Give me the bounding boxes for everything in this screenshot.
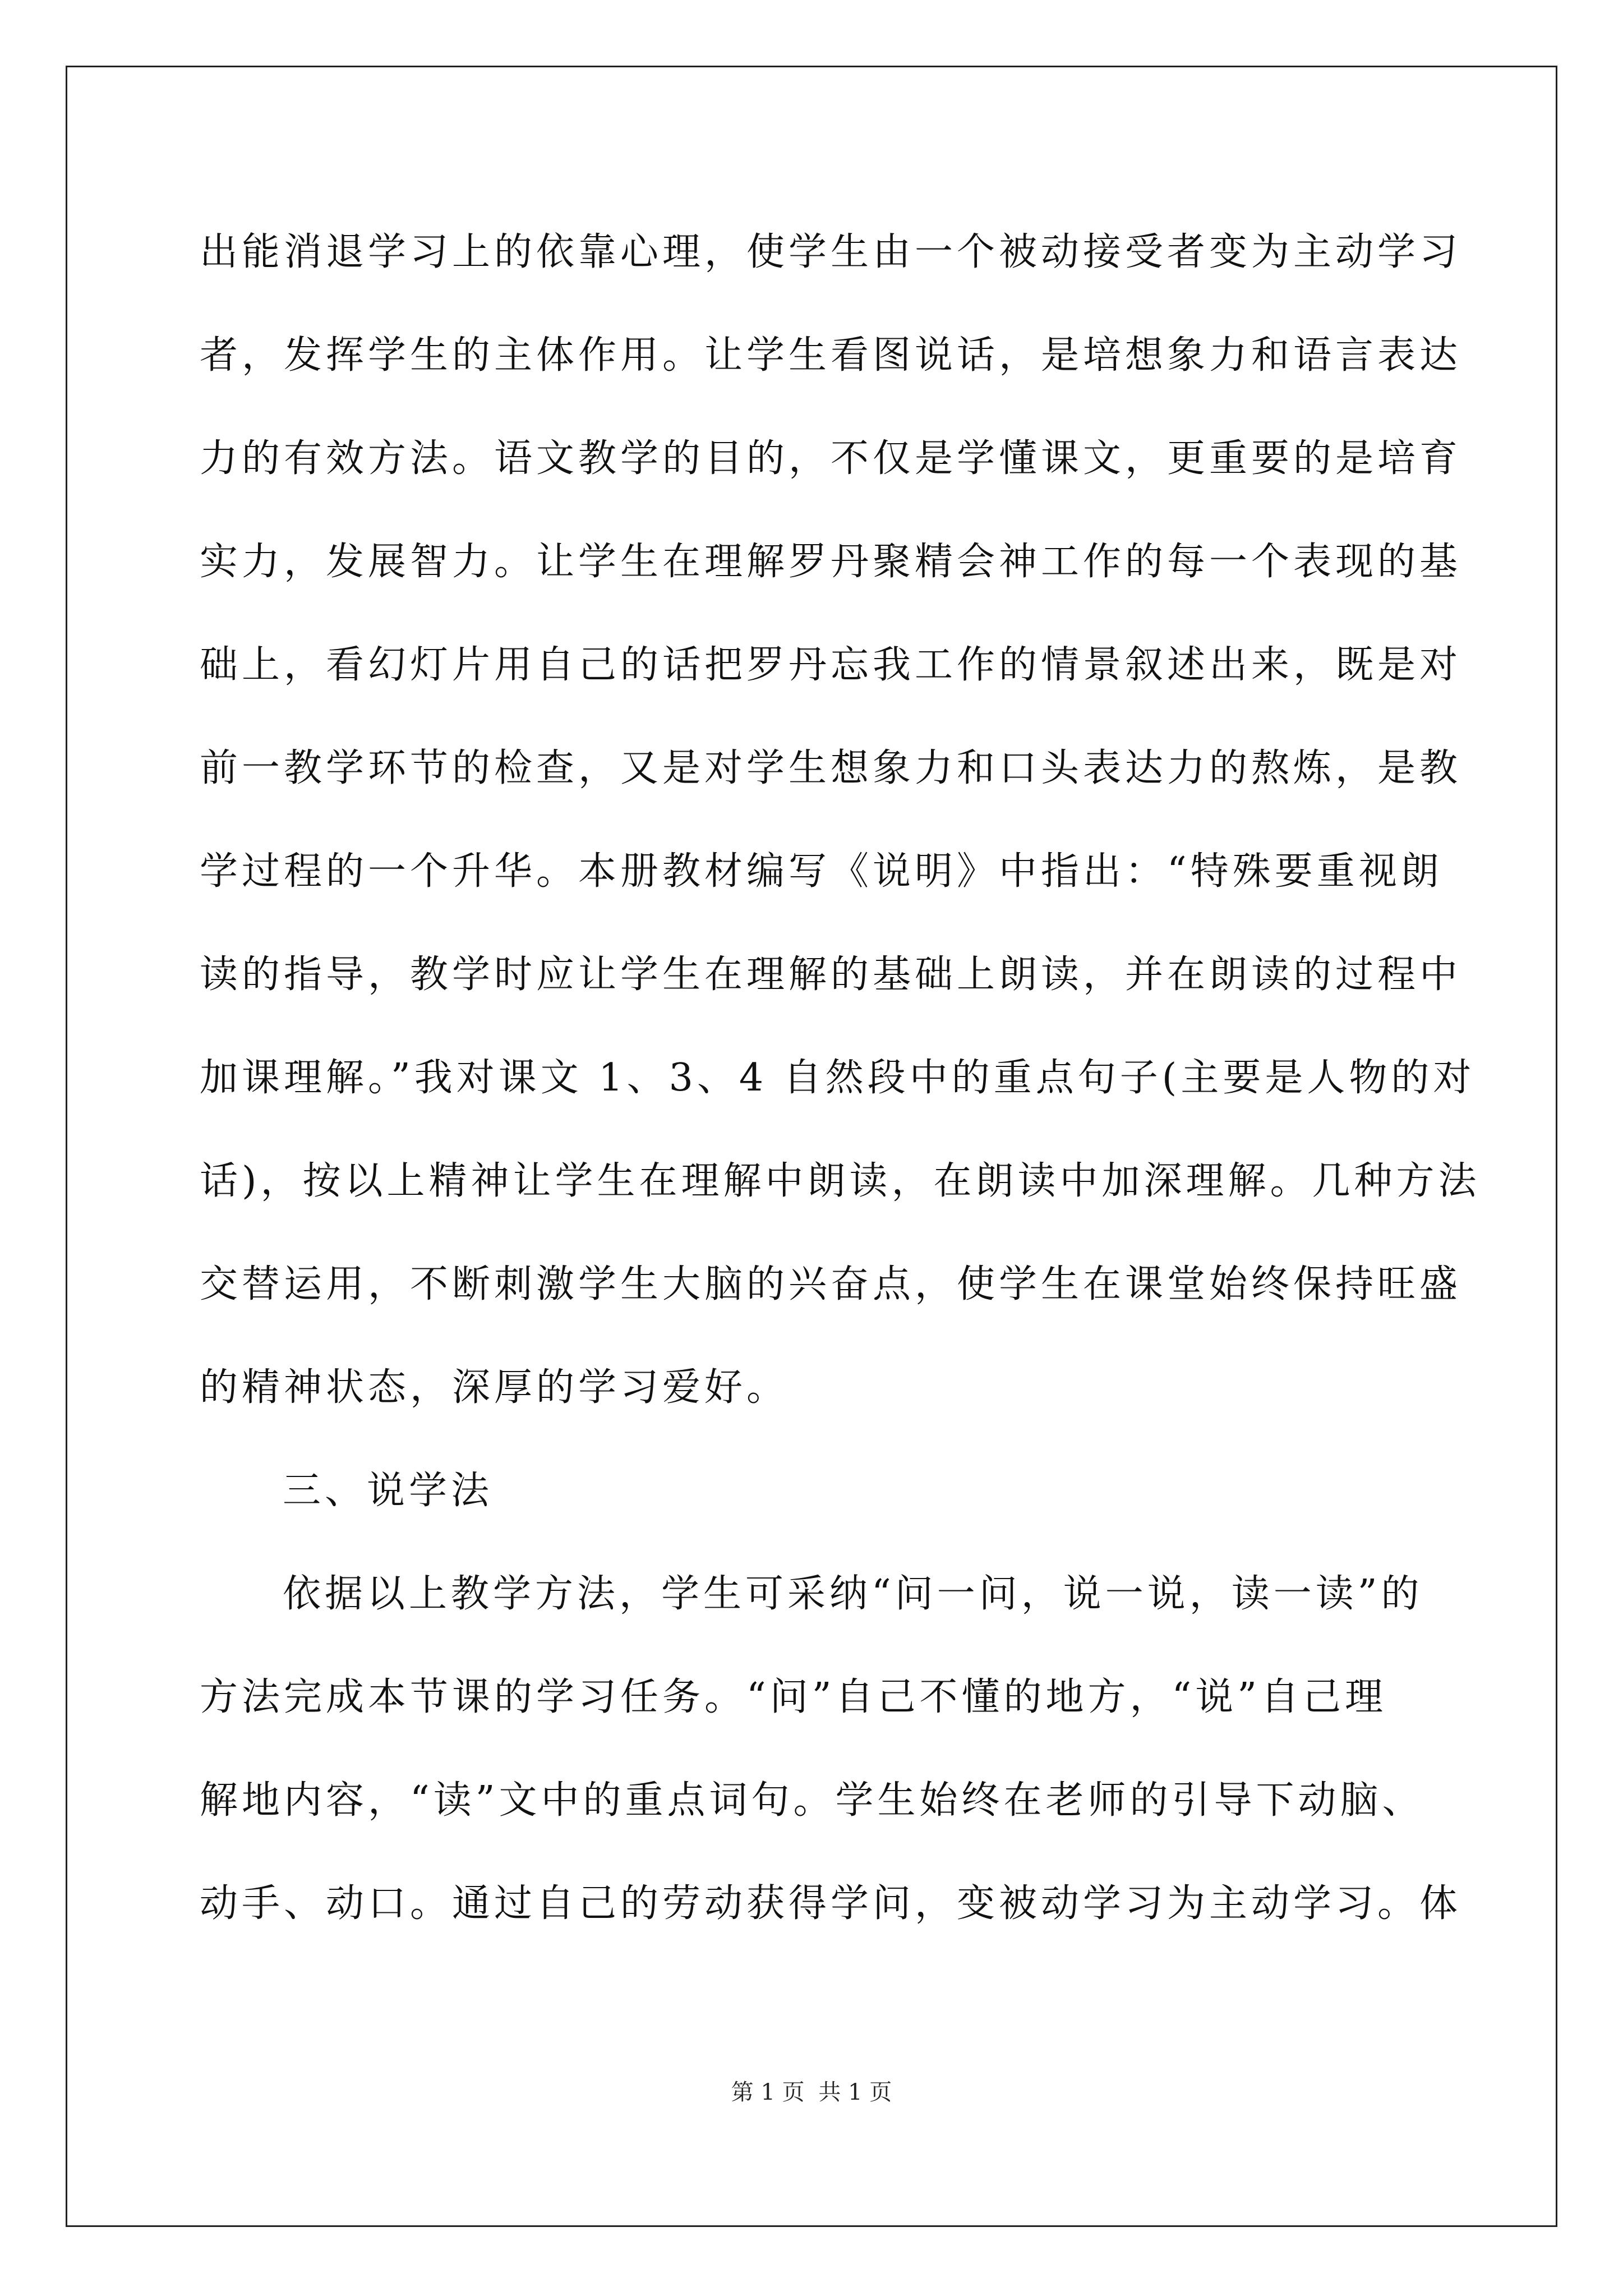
text-line: 学过程的一个升华。本册教材编写《说明》中指出：“特殊要重视朗 — [200, 849, 1443, 894]
text-line: 依据以上教学方法，学生可采纳“问一问，说一说，读一读”的 — [283, 1572, 1423, 1616]
text-line: 话)，按以上精神让学生在理解中朗读，在朗读中加深理解。几种方法 — [200, 1159, 1481, 1203]
text-line: 动手、动口。通过自己的劳动获得学问，变被动学习为主动学习。体 — [200, 1881, 1462, 1926]
text-line: 前一教学环节的检查，又是对学生想象力和口头表达力的熬炼，是教 — [200, 746, 1462, 790]
text-line: 读的指导，教学时应让学生在理解的基础上朗读，并在朗读的过程中 — [200, 953, 1462, 997]
text-line: 者，发挥学生的主体作用。让学生看图说话，是培想象力和语言表达 — [200, 333, 1462, 378]
text-line: 交替运用，不断刺激学生大脑的兴奋点，使学生在课堂始终保持旺盛 — [200, 1262, 1462, 1306]
text-line: 解地内容，“读”文中的重点词句。学生始终在老师的引导下动脑、 — [200, 1778, 1424, 1823]
text-line: 力的有效方法。语文教学的目的，不仅是学懂课文，更重要的是培育 — [200, 436, 1462, 481]
page-number-total: 共 1 页 — [818, 2079, 892, 2105]
page-number-current: 第 1 页 — [731, 2079, 805, 2105]
section-heading: 三、说学法 — [283, 1469, 494, 1513]
text-line: 实力，发展智力。让学生在理解罗丹聚精会神工作的每一个表现的基 — [200, 540, 1462, 584]
page-footer — [0, 2076, 1623, 2109]
text-line: 础上，看幻灯片用自己的话把罗丹忘我工作的情景叙述出来，既是对 — [200, 643, 1462, 687]
text-line: 方法完成本节课的学习任务。“问”自己不懂的地方，“说”自己理 — [200, 1675, 1387, 1719]
text-line: 的精神状态，深厚的学习爱好。 — [200, 1365, 789, 1410]
text-line: 加课理解。”我对课文 1、3、4 自然段中的重点句子(主要是人物的对 — [200, 1056, 1476, 1100]
text-line: 出能消退学习上的依靠心理，使学生由一个被动接受者变为主动学习 — [200, 230, 1462, 274]
